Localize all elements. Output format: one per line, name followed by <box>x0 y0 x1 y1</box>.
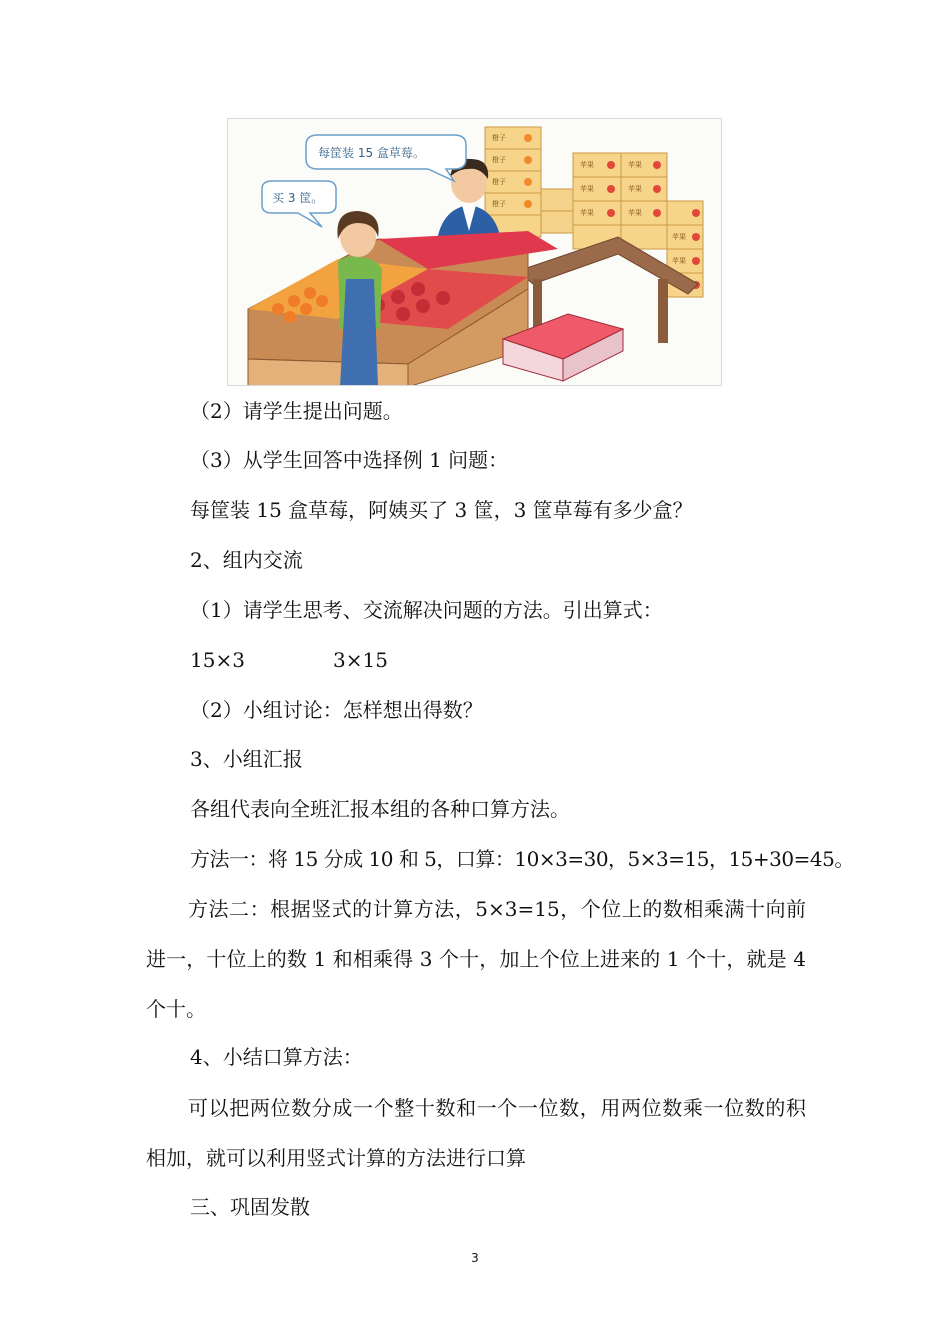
svg-text:橙子: 橙子 <box>492 156 506 164</box>
section-three-heading: 三、巩固发散 <box>190 1195 310 1219</box>
svg-text:橙子: 橙子 <box>492 178 506 186</box>
svg-text:苹果: 苹果 <box>672 233 686 241</box>
discussion-step-2: （2）小组讨论：怎样想出得数？ <box>190 698 483 722</box>
svg-text:橙子: 橙子 <box>492 200 506 208</box>
example-problem: 每筐装 15 盒草莓，阿姨买了 3 筐，3 筐草莓有多少盒？ <box>190 498 693 522</box>
svg-text:苹果: 苹果 <box>580 161 594 169</box>
method-two-paragraph: 方法二：根据竖式的计算方法，5×3=15，个位上的数相乘满十向前进一，十位上的数 1 和相乘得 3 个十，加上个位上进来的 1 个十，就是 4 个十。 <box>146 897 806 1021</box>
market-illustration <box>227 118 722 386</box>
svg-text:苹果: 苹果 <box>672 257 686 265</box>
summary-paragraph: 可以把两位数分成一个整十数和一个一位数，用两位数乘一位数的积相加，就可以利用竖式计算的方法进行口算 <box>146 1096 806 1170</box>
step-3-text: （3）从学生回答中选择例 1 问题： <box>190 448 509 472</box>
section-2-heading: 2、组内交流 <box>190 548 303 572</box>
section-4-heading: 4、小结口算方法： <box>190 1045 363 1069</box>
svg-text:苹果: 苹果 <box>580 209 594 217</box>
svg-text:苹果: 苹果 <box>580 185 594 193</box>
svg-text:苹果: 苹果 <box>628 209 642 217</box>
svg-text:苹果: 苹果 <box>628 185 642 193</box>
svg-text:每筐装 15 盒草莓。: 每筐装 15 盒草莓。 <box>318 146 425 160</box>
svg-text:苹果: 苹果 <box>628 161 642 169</box>
section-3-heading: 3、小组汇报 <box>190 747 303 771</box>
expression-a: 15×3 <box>190 648 245 672</box>
market-scene <box>228 119 722 386</box>
svg-text:买 3 筐。: 买 3 筐。 <box>272 191 324 205</box>
girl-figure <box>337 211 382 386</box>
discussion-step-1: （1）请学生思考、交流解决问题的方法。引出算式： <box>190 598 663 622</box>
report-text: 各组代表向全班汇报本组的各种口算方法。 <box>190 797 570 821</box>
speech-bubble-girl <box>262 181 336 227</box>
expression-b: 3×15 <box>333 648 388 672</box>
step-2-text: （2）请学生提出问题。 <box>190 399 403 423</box>
page-number: 3 <box>471 1251 479 1265</box>
svg-text:橙子: 橙子 <box>492 134 506 142</box>
speech-bubble-salesman <box>306 135 466 181</box>
method-one-text: 方法一：将 15 分成 10 和 5，口算：10×3=30，5×3=15，15+30=45。 <box>190 847 854 871</box>
